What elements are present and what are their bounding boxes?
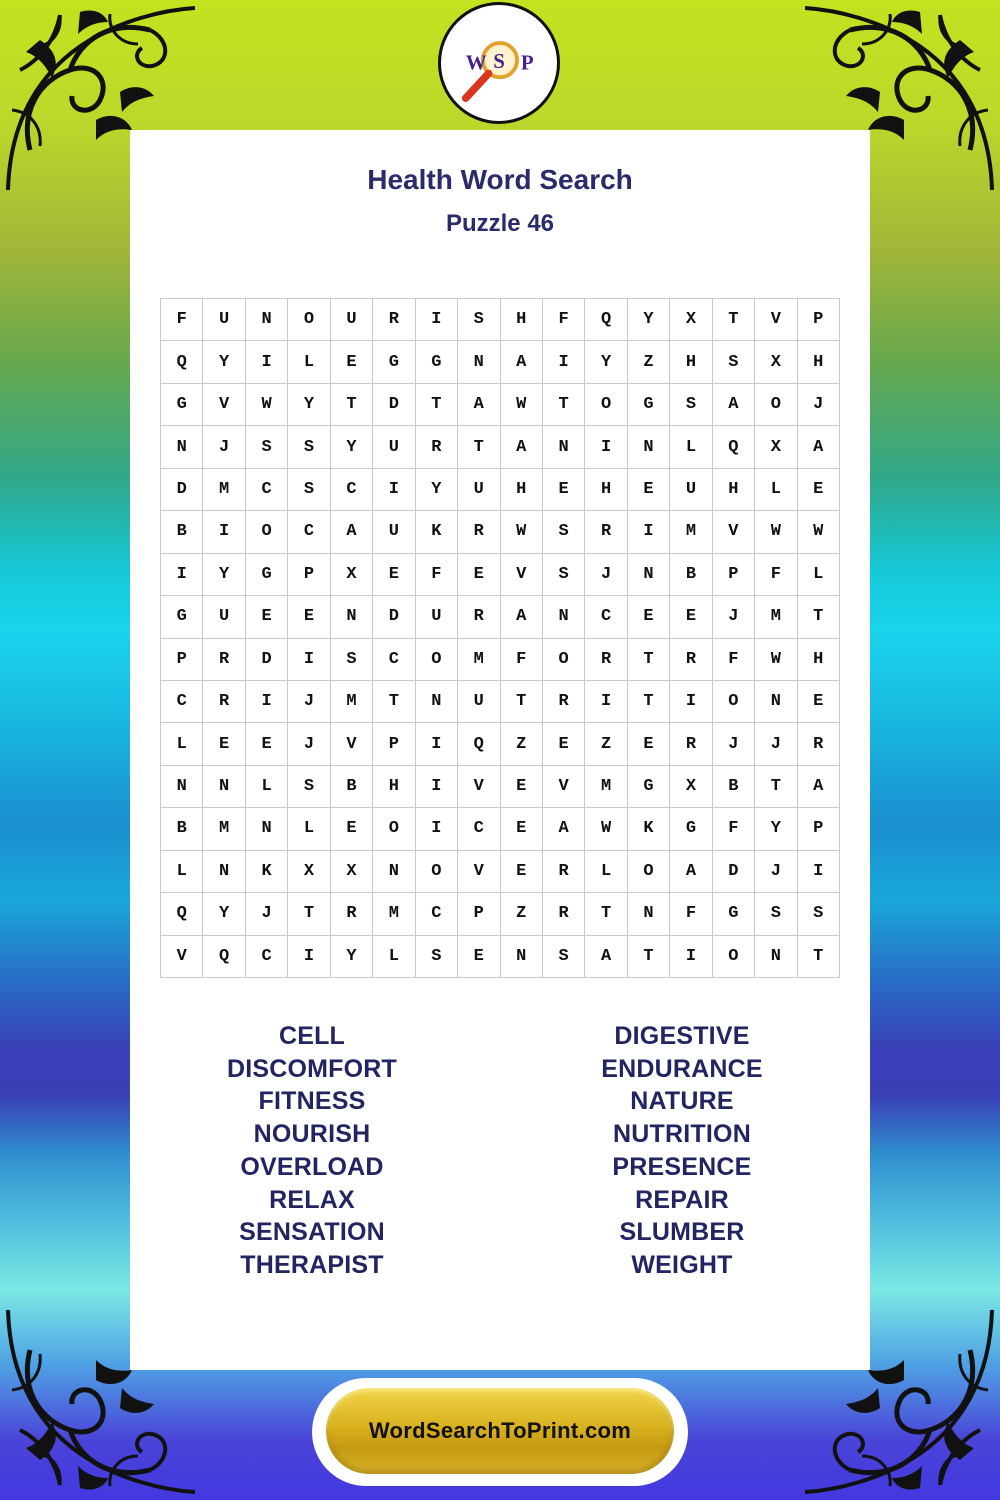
grid-cell[interactable]: G — [161, 384, 203, 426]
grid-cell[interactable]: I — [416, 766, 458, 808]
grid-cell[interactable]: C — [458, 808, 500, 850]
grid-cell[interactable]: Q — [203, 936, 245, 978]
grid-cell[interactable]: P — [161, 639, 203, 681]
grid-cell[interactable]: G — [713, 893, 755, 935]
grid-cell[interactable]: Z — [628, 341, 670, 383]
grid-cell[interactable]: F — [713, 639, 755, 681]
grid-cell[interactable]: V — [458, 851, 500, 893]
grid-cell[interactable]: N — [755, 936, 797, 978]
grid-cell[interactable]: A — [331, 511, 373, 553]
grid-cell[interactable]: M — [203, 469, 245, 511]
grid-cell[interactable]: N — [161, 426, 203, 468]
word-list-item: THERAPIST — [240, 1250, 384, 1279]
grid-cell[interactable]: V — [713, 511, 755, 553]
grid-cell[interactable]: H — [501, 469, 543, 511]
puzzle-card — [130, 130, 870, 1370]
grid-cell[interactable]: T — [501, 681, 543, 723]
word-list-item: SLUMBER — [619, 1218, 745, 1247]
grid-cell[interactable]: E — [331, 341, 373, 383]
grid-cell[interactable]: N — [543, 426, 585, 468]
grid-cell[interactable]: T — [628, 936, 670, 978]
grid-cell[interactable]: C — [331, 469, 373, 511]
word-list-item: DIGESTIVE — [614, 1022, 750, 1050]
grid-cell[interactable]: H — [670, 341, 712, 383]
grid-cell[interactable]: I — [798, 851, 840, 893]
grid-cell[interactable]: X — [288, 851, 330, 893]
grid-cell[interactable]: G — [416, 341, 458, 383]
grid-cell[interactable]: H — [373, 766, 415, 808]
grid-cell[interactable]: P — [798, 299, 840, 341]
grid-cell[interactable]: N — [501, 936, 543, 978]
grid-cell[interactable]: N — [628, 893, 670, 935]
grid-cell[interactable]: S — [543, 554, 585, 596]
grid-cell[interactable]: O — [416, 851, 458, 893]
grid-cell[interactable]: M — [373, 893, 415, 935]
grid-cell[interactable]: E — [458, 936, 500, 978]
grid-cell[interactable]: L — [288, 808, 330, 850]
grid-cell[interactable]: V — [755, 299, 797, 341]
grid-cell[interactable]: Y — [331, 426, 373, 468]
grid-cell[interactable]: J — [585, 554, 627, 596]
grid-cell[interactable]: G — [628, 766, 670, 808]
grid-cell[interactable]: T — [798, 936, 840, 978]
grid-cell[interactable]: J — [755, 851, 797, 893]
grid-cell[interactable]: O — [755, 384, 797, 426]
grid-cell[interactable]: R — [670, 639, 712, 681]
grid-cell[interactable]: F — [713, 808, 755, 850]
grid-cell[interactable]: N — [628, 426, 670, 468]
grid-cell[interactable]: N — [416, 681, 458, 723]
word-list-item: RELAX — [269, 1185, 355, 1214]
grid-cell[interactable]: R — [416, 426, 458, 468]
grid-cell[interactable]: K — [246, 851, 288, 893]
grid-cell[interactable]: A — [501, 596, 543, 638]
grid-cell[interactable]: E — [458, 554, 500, 596]
grid-cell[interactable]: E — [501, 851, 543, 893]
logo-letter-w: W — [465, 50, 487, 75]
grid-cell[interactable]: U — [203, 299, 245, 341]
grid-cell[interactable]: T — [798, 596, 840, 638]
grid-cell[interactable]: C — [585, 596, 627, 638]
grid-cell[interactable]: R — [543, 893, 585, 935]
grid-cell[interactable]: Y — [755, 808, 797, 850]
grid-cell[interactable]: J — [288, 681, 330, 723]
grid-cell[interactable]: T — [628, 681, 670, 723]
grid-cell[interactable]: A — [798, 426, 840, 468]
grid-cell[interactable]: F — [543, 299, 585, 341]
grid-cell[interactable]: R — [543, 851, 585, 893]
grid-cell[interactable]: E — [288, 596, 330, 638]
grid-cell[interactable]: E — [246, 596, 288, 638]
grid-cell[interactable]: L — [161, 723, 203, 765]
grid-cell[interactable]: B — [713, 766, 755, 808]
word-list-item: PRESENCE — [612, 1152, 752, 1181]
word-list-item: NUTRITION — [613, 1120, 751, 1149]
word-list-item: FITNESS — [258, 1087, 366, 1116]
grid-cell[interactable]: G — [246, 554, 288, 596]
grid-cell[interactable]: R — [331, 893, 373, 935]
grid-cell[interactable]: H — [798, 341, 840, 383]
word-list-item: ENDURANCE — [601, 1054, 763, 1083]
grid-cell[interactable]: O — [628, 851, 670, 893]
page-title: Health Word Search — [367, 164, 633, 195]
grid-cell[interactable]: I — [416, 299, 458, 341]
grid-cell[interactable]: I — [628, 511, 670, 553]
grid-cell[interactable]: H — [713, 469, 755, 511]
grid-cell[interactable]: G — [670, 808, 712, 850]
grid-cell[interactable]: T — [416, 384, 458, 426]
grid-cell[interactable]: S — [288, 426, 330, 468]
grid-cell[interactable]: P — [373, 723, 415, 765]
grid-cell[interactable]: G — [161, 596, 203, 638]
grid-cell[interactable]: D — [373, 596, 415, 638]
grid-cell[interactable]: W — [585, 808, 627, 850]
grid-cell[interactable]: B — [161, 511, 203, 553]
grid-cell[interactable]: A — [798, 766, 840, 808]
grid-cell[interactable]: O — [713, 681, 755, 723]
grid-cell[interactable]: A — [458, 384, 500, 426]
grid-cell[interactable]: N — [373, 851, 415, 893]
grid-cell[interactable]: S — [331, 639, 373, 681]
grid-cell[interactable]: T — [288, 893, 330, 935]
grid-cell[interactable]: D — [161, 469, 203, 511]
grid-cell[interactable]: B — [670, 554, 712, 596]
puzzle-number: Puzzle 46 — [445, 210, 555, 237]
grid-cell[interactable]: U — [458, 469, 500, 511]
grid-cell[interactable]: O — [373, 808, 415, 850]
grid-cell[interactable]: O — [713, 936, 755, 978]
grid-cell[interactable]: R — [203, 639, 245, 681]
grid-cell[interactable]: U — [373, 426, 415, 468]
grid-cell[interactable]: L — [373, 936, 415, 978]
grid-cell[interactable]: O — [416, 639, 458, 681]
grid-cell[interactable]: Q — [458, 723, 500, 765]
grid-cell[interactable]: E — [798, 469, 840, 511]
grid-cell[interactable]: U — [670, 469, 712, 511]
grid-cell[interactable]: Z — [501, 723, 543, 765]
grid-cell[interactable]: R — [585, 511, 627, 553]
grid-cell[interactable]: N — [543, 596, 585, 638]
grid-cell[interactable]: R — [458, 596, 500, 638]
grid-cell[interactable]: N — [161, 766, 203, 808]
grid-cell[interactable]: T — [713, 299, 755, 341]
grid-cell[interactable]: Q — [585, 299, 627, 341]
grid-cell[interactable]: J — [798, 384, 840, 426]
grid-cell[interactable]: F — [161, 299, 203, 341]
grid-cell[interactable]: Y — [628, 299, 670, 341]
grid-cell[interactable]: F — [501, 639, 543, 681]
grid-cell[interactable]: R — [458, 511, 500, 553]
grid-cell[interactable]: O — [288, 299, 330, 341]
grid-cell[interactable]: S — [543, 511, 585, 553]
grid-cell[interactable]: S — [288, 766, 330, 808]
grid-cell[interactable]: R — [373, 299, 415, 341]
grid-cell[interactable]: S — [798, 893, 840, 935]
grid-cell[interactable]: I — [246, 341, 288, 383]
grid-cell[interactable]: R — [543, 681, 585, 723]
grid-cell[interactable]: L — [585, 851, 627, 893]
grid-cell[interactable]: P — [798, 808, 840, 850]
grid-cell[interactable]: O — [585, 384, 627, 426]
grid-cell[interactable]: K — [628, 808, 670, 850]
grid-cell[interactable]: E — [501, 766, 543, 808]
grid-cell[interactable]: V — [543, 766, 585, 808]
grid-cell[interactable]: X — [331, 851, 373, 893]
grid-cell[interactable]: X — [755, 341, 797, 383]
grid-cell[interactable]: S — [543, 936, 585, 978]
grid-cell[interactable]: I — [416, 808, 458, 850]
grid-cell[interactable]: I — [288, 936, 330, 978]
grid-cell[interactable]: J — [288, 723, 330, 765]
grid-cell[interactable]: J — [713, 723, 755, 765]
grid-cell[interactable]: T — [373, 681, 415, 723]
letter-grid — [160, 298, 840, 978]
grid-cell[interactable]: S — [713, 341, 755, 383]
grid-cell[interactable]: N — [755, 681, 797, 723]
grid-cell[interactable]: W — [755, 639, 797, 681]
grid-cell[interactable]: C — [246, 936, 288, 978]
grid-cell[interactable]: I — [246, 681, 288, 723]
grid-cell[interactable]: N — [203, 851, 245, 893]
grid-cell[interactable]: H — [798, 639, 840, 681]
grid-cell[interactable]: C — [288, 511, 330, 553]
word-list-item: DISCOMFORT — [226, 1054, 398, 1083]
grid-cell[interactable]: J — [246, 893, 288, 935]
word-list-right — [494, 1020, 870, 1282]
grid-cell[interactable]: S — [458, 299, 500, 341]
grid-cell[interactable]: I — [373, 469, 415, 511]
grid-cell[interactable]: L — [161, 851, 203, 893]
grid-cell[interactable]: L — [755, 469, 797, 511]
grid-cell[interactable]: D — [373, 384, 415, 426]
grid-cell[interactable]: U — [203, 596, 245, 638]
site-logo[interactable] — [438, 2, 560, 124]
grid-cell[interactable]: N — [246, 299, 288, 341]
grid-cell[interactable]: W — [246, 384, 288, 426]
grid-cell[interactable]: E — [543, 723, 585, 765]
grid-cell[interactable]: R — [670, 723, 712, 765]
grid-cell[interactable]: L — [288, 341, 330, 383]
grid-cell[interactable]: W — [755, 511, 797, 553]
grid-cell[interactable]: Q — [161, 341, 203, 383]
grid-cell[interactable]: A — [713, 384, 755, 426]
grid-cell[interactable]: I — [416, 723, 458, 765]
grid-cell[interactable]: V — [501, 554, 543, 596]
word-list-item: WEIGHT — [631, 1250, 733, 1279]
grid-cell[interactable]: W — [798, 511, 840, 553]
site-link-button[interactable] — [326, 1388, 674, 1474]
grid-cell[interactable]: N — [246, 808, 288, 850]
word-list-item: OVERLOAD — [240, 1152, 384, 1181]
grid-cell[interactable]: C — [161, 681, 203, 723]
grid-cell[interactable]: Y — [203, 893, 245, 935]
grid-cell[interactable]: Q — [161, 893, 203, 935]
grid-cell[interactable]: E — [628, 596, 670, 638]
grid-cell[interactable]: N — [203, 766, 245, 808]
grid-cell[interactable]: P — [288, 554, 330, 596]
word-list-item: SENSATION — [239, 1218, 385, 1247]
grid-cell[interactable]: K — [416, 511, 458, 553]
grid-cell[interactable]: V — [161, 936, 203, 978]
grid-cell[interactable]: I — [670, 681, 712, 723]
grid-cell[interactable]: Y — [331, 936, 373, 978]
grid-cell[interactable]: G — [628, 384, 670, 426]
grid-cell[interactable]: I — [543, 341, 585, 383]
site-link-label: WordSearchToPrint.com — [368, 1418, 632, 1443]
grid-cell[interactable]: L — [798, 554, 840, 596]
logo-letter-s: S — [493, 48, 505, 73]
grid-cell[interactable]: I — [670, 936, 712, 978]
grid-cell[interactable]: Z — [585, 723, 627, 765]
word-list-left — [130, 1020, 494, 1282]
grid-cell[interactable]: A — [670, 851, 712, 893]
grid-cell[interactable]: D — [713, 851, 755, 893]
grid-cell[interactable]: C — [373, 639, 415, 681]
grid-cell[interactable]: V — [331, 723, 373, 765]
grid-cell[interactable]: X — [670, 299, 712, 341]
grid-cell[interactable]: T — [543, 384, 585, 426]
grid-cell[interactable]: D — [246, 639, 288, 681]
grid-cell[interactable]: X — [331, 554, 373, 596]
grid-cell[interactable]: Y — [203, 341, 245, 383]
grid-cell[interactable]: N — [628, 554, 670, 596]
grid-cell[interactable]: E — [670, 596, 712, 638]
word-list-item: REPAIR — [635, 1185, 729, 1214]
grid-cell[interactable]: U — [373, 511, 415, 553]
grid-cell[interactable]: R — [585, 639, 627, 681]
grid-cell[interactable]: E — [628, 469, 670, 511]
grid-cell[interactable]: A — [501, 341, 543, 383]
grid-cell[interactable]: B — [331, 766, 373, 808]
grid-cell[interactable]: I — [585, 681, 627, 723]
grid-cell[interactable]: E — [203, 723, 245, 765]
grid-cell[interactable]: U — [331, 299, 373, 341]
grid-cell[interactable]: E — [246, 723, 288, 765]
grid-cell[interactable]: M — [670, 511, 712, 553]
grid-cell[interactable]: W — [501, 384, 543, 426]
word-list-item: CELL — [278, 1022, 346, 1050]
grid-cell[interactable]: M — [331, 681, 373, 723]
magnifier-icon — [441, 5, 557, 121]
grid-cell[interactable]: V — [203, 384, 245, 426]
grid-cell[interactable]: S — [416, 936, 458, 978]
grid-cell[interactable]: P — [713, 554, 755, 596]
grid-cell[interactable]: T — [458, 426, 500, 468]
grid-cell[interactable]: T — [331, 384, 373, 426]
grid-cell[interactable]: E — [628, 723, 670, 765]
grid-cell[interactable]: I — [161, 554, 203, 596]
grid-cell[interactable]: Y — [416, 469, 458, 511]
grid-cell[interactable]: R — [798, 723, 840, 765]
grid-cell[interactable]: S — [670, 384, 712, 426]
grid-cell[interactable]: N — [458, 341, 500, 383]
grid-cell[interactable]: A — [585, 936, 627, 978]
grid-cell[interactable]: M — [585, 766, 627, 808]
grid-cell[interactable]: I — [203, 511, 245, 553]
grid-cell[interactable]: H — [585, 469, 627, 511]
grid-cell[interactable]: F — [416, 554, 458, 596]
grid-cell[interactable]: X — [670, 766, 712, 808]
grid-cell[interactable]: U — [416, 596, 458, 638]
grid-cell[interactable]: H — [501, 299, 543, 341]
grid-cell[interactable]: Z — [501, 893, 543, 935]
word-list — [130, 1020, 870, 1282]
grid-cell[interactable]: J — [755, 723, 797, 765]
grid-cell[interactable]: S — [246, 426, 288, 468]
grid-cell[interactable]: E — [501, 808, 543, 850]
grid-cell[interactable]: S — [755, 893, 797, 935]
grid-cell[interactable]: A — [543, 808, 585, 850]
grid-cell[interactable]: F — [755, 554, 797, 596]
grid-cell[interactable]: W — [501, 511, 543, 553]
grid-cell[interactable]: G — [373, 341, 415, 383]
site-link-frame — [312, 1378, 688, 1486]
grid-cell[interactable]: Y — [585, 341, 627, 383]
grid-cell[interactable]: E — [373, 554, 415, 596]
grid-cell[interactable]: B — [161, 808, 203, 850]
grid-cell[interactable]: I — [585, 426, 627, 468]
grid-cell[interactable]: Q — [713, 426, 755, 468]
word-list-item: NATURE — [630, 1087, 734, 1116]
grid-cell[interactable]: L — [670, 426, 712, 468]
grid-cell[interactable]: T — [585, 893, 627, 935]
grid-cell[interactable]: C — [246, 469, 288, 511]
grid-cell[interactable]: S — [288, 469, 330, 511]
grid-cell[interactable]: P — [458, 893, 500, 935]
grid-cell[interactable]: R — [203, 681, 245, 723]
grid-cell[interactable]: Y — [203, 554, 245, 596]
grid-cell[interactable]: I — [288, 639, 330, 681]
grid-cell[interactable]: E — [331, 808, 373, 850]
grid-cell[interactable]: E — [543, 469, 585, 511]
grid-cell[interactable]: N — [331, 596, 373, 638]
word-list-item: NOURISH — [253, 1120, 371, 1149]
logo-letter-p: P — [520, 50, 534, 75]
grid-cell[interactable]: M — [458, 639, 500, 681]
grid-cell[interactable]: V — [458, 766, 500, 808]
grid-cell[interactable]: J — [713, 596, 755, 638]
grid-cell[interactable]: Y — [288, 384, 330, 426]
grid-cell[interactable]: C — [416, 893, 458, 935]
grid-cell[interactable]: X — [755, 426, 797, 468]
grid-cell[interactable]: L — [246, 766, 288, 808]
grid-cell[interactable]: J — [203, 426, 245, 468]
grid-cell[interactable]: A — [501, 426, 543, 468]
grid-cell[interactable]: F — [670, 893, 712, 935]
grid-cell[interactable]: T — [755, 766, 797, 808]
grid-cell[interactable]: M — [203, 808, 245, 850]
grid-cell[interactable]: O — [246, 511, 288, 553]
grid-cell[interactable]: E — [798, 681, 840, 723]
grid-cell[interactable]: M — [755, 596, 797, 638]
grid-cell[interactable]: O — [543, 639, 585, 681]
grid-cell[interactable]: T — [628, 639, 670, 681]
grid-cell[interactable]: U — [458, 681, 500, 723]
